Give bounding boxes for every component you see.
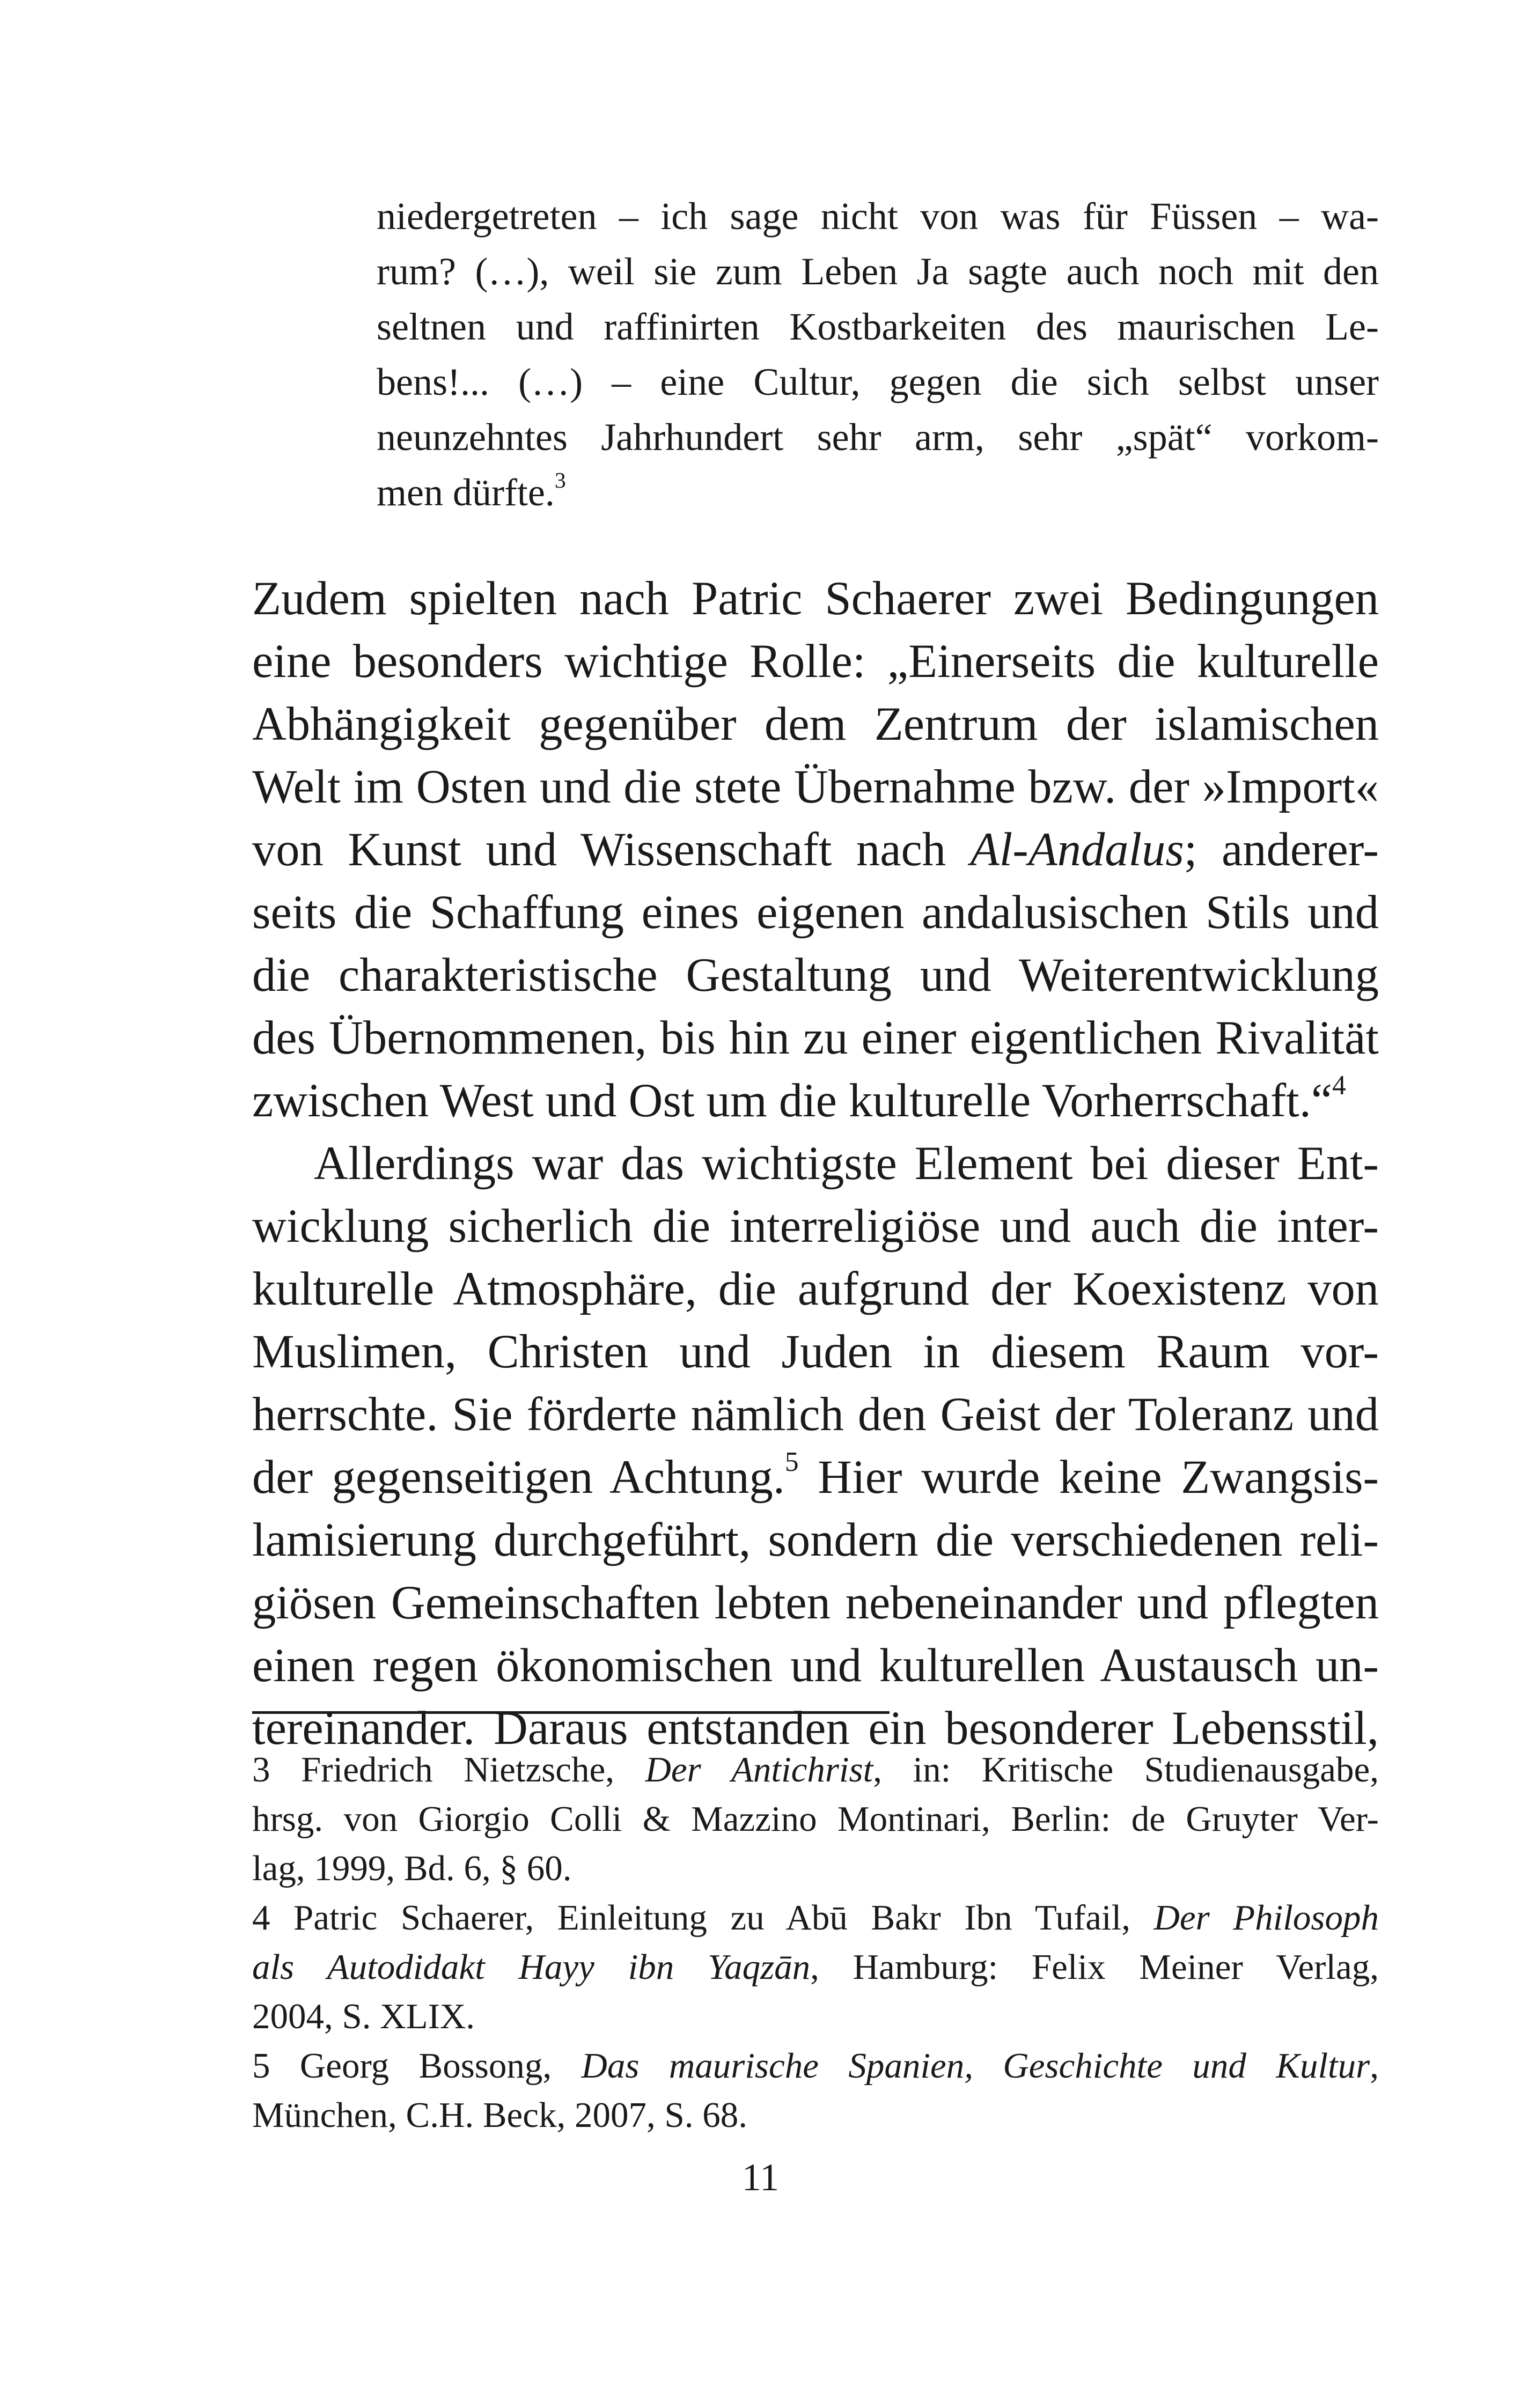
footnote-text: Georg Bossong, — [299, 2046, 582, 2086]
body-text — [252, 568, 1379, 1760]
body-line — [252, 819, 1379, 881]
footnote-5 — [252, 2041, 1379, 2140]
footnote-title: Das maurische Spanien, Geschichte und Kultur — [581, 2046, 1370, 2086]
body-line: seits die Schaffung eines eigenen andalusischen Stils und — [252, 886, 1379, 939]
body-line: die charakteristische Gestaltung und Weiterentwicklung — [252, 949, 1379, 1002]
body-line: Zudem spielten nach Patric Schaerer zwei Bedingungen — [252, 572, 1379, 625]
body-line: tereinander. Daraus entstanden ein besonderer Lebensstil, — [252, 1702, 1379, 1755]
body-line — [252, 1446, 1379, 1509]
body-line: giösen Gemeinschaften lebten nebeneinander und pflegten — [252, 1577, 1379, 1629]
footnote-line: lag, 1999, Bd. 6, § 60. — [252, 1849, 572, 1888]
quote-line: niedergetreten – ich sage nicht von was für Füssen – wa- — [377, 195, 1379, 238]
footnote-title: Der Philosoph — [1153, 1898, 1379, 1938]
footnote-ref-3[interactable]: 3 — [554, 468, 566, 493]
footnote-line — [252, 2041, 1379, 2090]
quote-line: rum? (…), weil sie zum Leben Ja sagte auch noch mit den — [377, 250, 1379, 293]
body-line: lamisierung durchgeführt, sondern die verschiedenen reli- — [252, 1514, 1379, 1566]
body-line: Welt im Osten und die stete Übernahme bzw. der »Import« — [252, 761, 1379, 813]
quote-line: bens!... (…) – eine Cultur, gegen die sich selbst unser — [377, 360, 1379, 403]
footnote-divider — [252, 1711, 890, 1714]
footnote-text: Patric Schaerer, Einleitung zu Abū Bakr Ibn Tufail, — [293, 1898, 1154, 1938]
footnote-number: 4 — [252, 1898, 270, 1938]
footnote-text: , Hamburg: Felix Meiner Verlag, — [810, 1947, 1379, 1987]
body-line: Muslimen, Christen und Juden in diesem Raum vor- — [252, 1325, 1379, 1378]
quote-line: neunzehntes Jahrhundert sehr arm, sehr „spät“ vorkom- — [377, 416, 1379, 459]
paragraph-2 — [252, 1132, 1379, 1760]
body-line: Abhängigkeit gegenüber dem Zentrum der islamischen — [252, 698, 1379, 750]
page-number: 11 — [741, 2156, 780, 2199]
footnote-3 — [252, 1745, 1379, 1893]
block-quote — [377, 189, 1379, 520]
footnote-line — [252, 1745, 1379, 1794]
footnote-line — [252, 1942, 1379, 1992]
footnote-title: Der Antichrist — [645, 1750, 873, 1790]
body-line: des Übernommenen, bis hin zu einer eigentlichen Rivalität — [252, 1012, 1379, 1064]
footnote-text: , — [1370, 2046, 1379, 2086]
footnote-text: Friedrich Nietzsche, — [301, 1750, 645, 1790]
body-line-text: zwischen West und Ost um die kulturelle Vorherrschaft.“ — [252, 1074, 1333, 1127]
body-line-text: der gegenseitigen Achtung. — [252, 1451, 785, 1504]
body-line-text: Hier wurde keine Zwangsis- — [798, 1451, 1379, 1504]
footnote-title: als Autodidakt Hayy ibn Yaqzān — [252, 1947, 811, 1987]
body-line: eine besonders wichtige Rolle: „Einerseits die kulturelle — [252, 635, 1379, 688]
footnote-text: , in: Kritische Studienausgabe, — [873, 1750, 1379, 1790]
quote-line: seltnen und raffinirten Kostbarkeiten des maurischen Le- — [377, 305, 1379, 348]
footnotes — [252, 1745, 1379, 2140]
body-line: einen regen ökonomischen und kulturellen Austausch un- — [252, 1639, 1379, 1692]
footnote-line — [252, 1893, 1379, 1942]
quote-line-text: men dürfte. — [377, 471, 555, 514]
body-line-text: ; anderer- — [1184, 823, 1379, 876]
body-line — [252, 1070, 1379, 1132]
footnote-line: 2004, S. XLIX. — [252, 1997, 475, 2036]
body-line: Allerdings war das wichtigste Element bei dieser Ent- — [314, 1137, 1379, 1190]
body-line: wicklung sicherlich die interreligiöse und auch die inter- — [252, 1200, 1379, 1253]
body-line-text: von Kunst und Wissenschaft nach — [252, 823, 971, 876]
body-line: herrschte. Sie förderte nämlich den Geist der Toleranz und — [252, 1388, 1379, 1441]
quote-line — [377, 465, 1379, 520]
footnote-ref-4[interactable]: 4 — [1332, 1070, 1346, 1101]
paragraph-1 — [252, 568, 1379, 1132]
footnote-4 — [252, 1893, 1379, 2041]
italic-term: Al-Andalus — [970, 823, 1184, 876]
footnote-number: 3 — [252, 1750, 270, 1790]
body-line: kulturelle Atmosphäre, die aufgrund der Koexistenz von — [252, 1263, 1379, 1315]
footnote-ref-5[interactable]: 5 — [784, 1447, 799, 1478]
footnote-number: 5 — [252, 2046, 270, 2086]
footnote-line: hrsg. von Giorgio Colli & Mazzino Montinari, Berlin: de Gruyter Ver- — [252, 1799, 1379, 1839]
footnote-line: München, C.H. Beck, 2007, S. 68. — [252, 2095, 748, 2135]
